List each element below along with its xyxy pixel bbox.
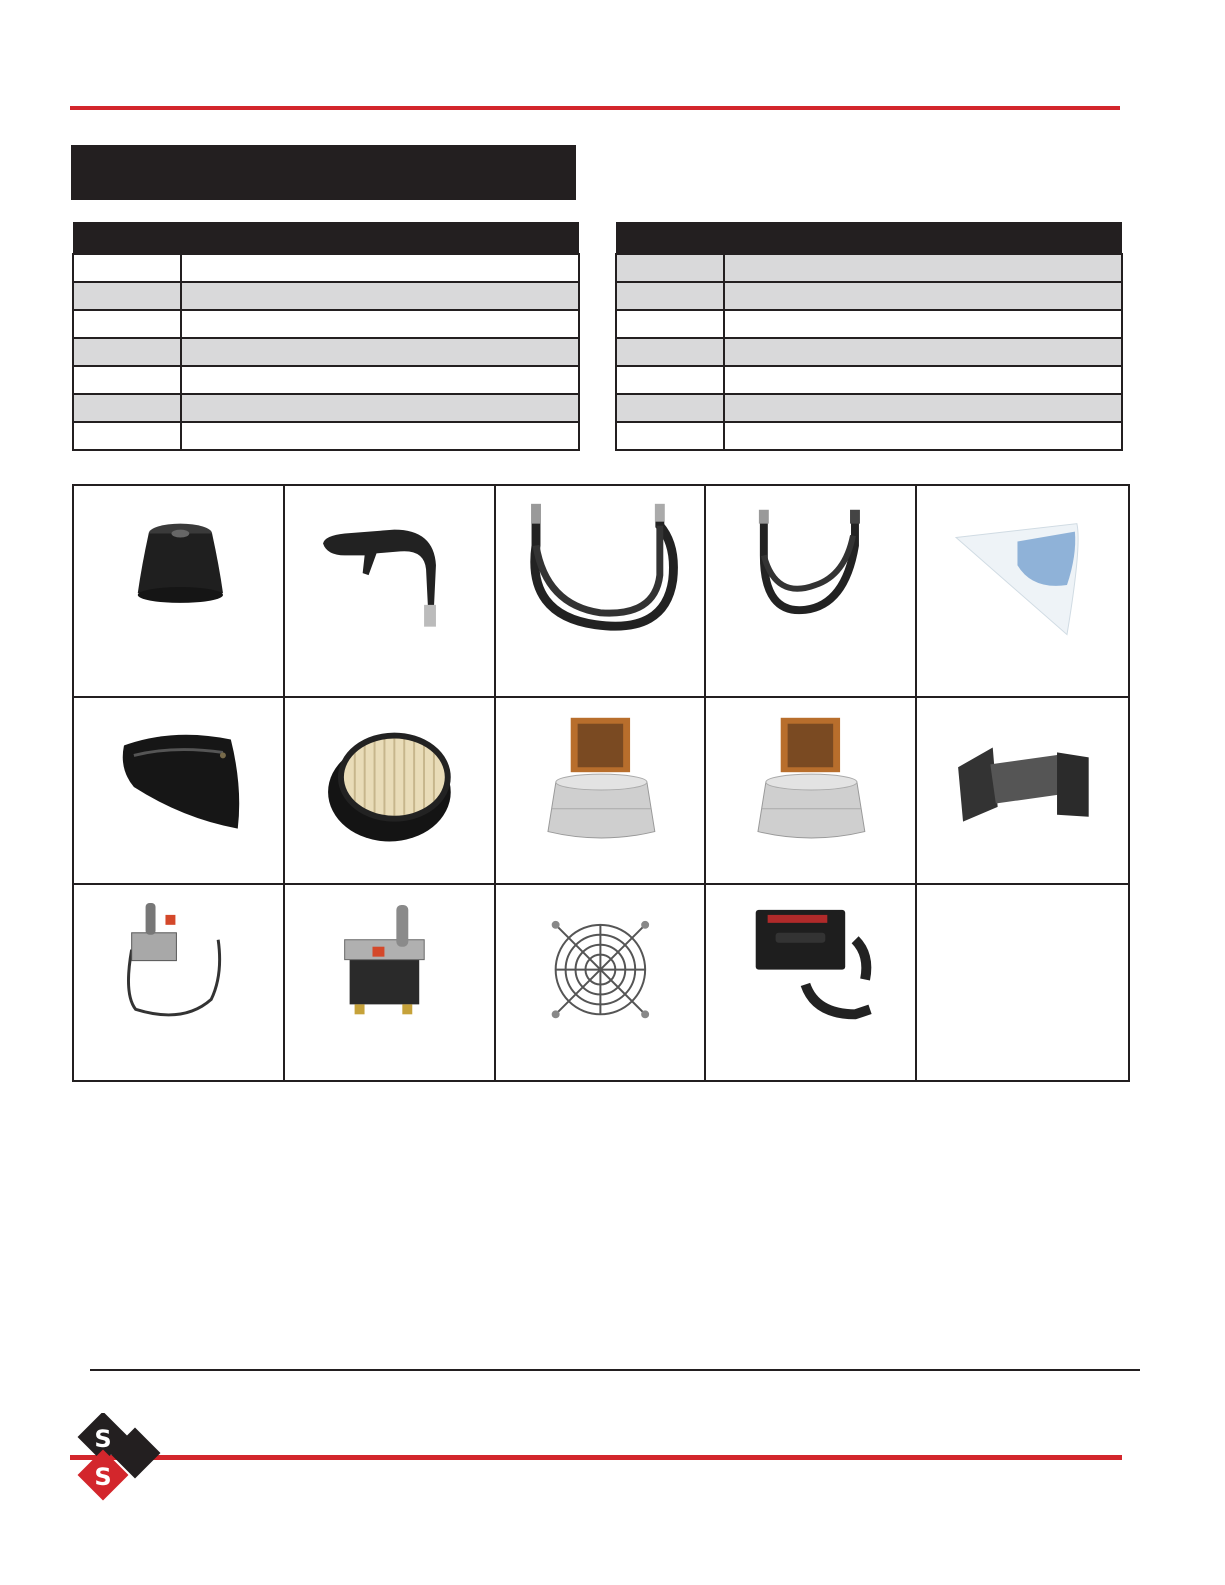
part-description-cell <box>724 422 1122 450</box>
parts-table-right <box>615 222 1123 451</box>
part-cell <box>285 486 496 698</box>
table-row <box>73 394 579 422</box>
table-row <box>73 310 579 338</box>
part-number-cell <box>73 310 181 338</box>
footer-red-rule <box>70 1455 1122 1460</box>
part-description-cell <box>724 254 1122 282</box>
part-cell <box>496 698 707 885</box>
table-row <box>73 282 579 310</box>
part-number-cell <box>616 366 724 394</box>
parts-table-left <box>72 222 580 451</box>
table-row <box>73 338 579 366</box>
header-cell <box>73 222 181 254</box>
part-number-cell <box>616 254 724 282</box>
footer-rule <box>90 1369 1140 1371</box>
table-row <box>616 366 1122 394</box>
table-row <box>616 394 1122 422</box>
nozzle-shroud-icon <box>74 698 283 883</box>
toggle-switch-icon <box>285 885 494 1080</box>
part-number-cell <box>616 338 724 366</box>
part-description-cell <box>181 394 579 422</box>
table-row <box>616 338 1122 366</box>
table-row <box>616 254 1122 282</box>
fan-guard-icon <box>496 885 705 1080</box>
part-number-cell <box>73 338 181 366</box>
table-row <box>73 422 579 450</box>
part-description-cell <box>724 394 1122 422</box>
part-cell-empty <box>917 885 1128 1080</box>
part-description-cell <box>181 338 579 366</box>
logo-letter: S <box>94 1425 112 1453</box>
air-filter-icon <box>285 698 494 883</box>
logo-letter: S <box>94 1463 112 1491</box>
part-number-cell <box>616 310 724 338</box>
table-row <box>616 422 1122 450</box>
part-number-cell <box>616 282 724 310</box>
part-description-cell <box>181 310 579 338</box>
part-description-cell <box>724 282 1122 310</box>
part-cell <box>917 698 1128 885</box>
hose-short-icon <box>706 486 915 696</box>
part-number-cell <box>616 394 724 422</box>
hose-connector-icon <box>917 698 1128 883</box>
section-title-bar <box>71 145 576 200</box>
company-logo <box>75 1413 167 1513</box>
part-cell <box>74 698 285 885</box>
table-row <box>73 366 579 394</box>
control-unit-icon <box>706 885 915 1080</box>
part-number-cell <box>73 366 181 394</box>
part-cell <box>706 885 917 1080</box>
part-description-cell <box>724 338 1122 366</box>
toggle-switch-wired-icon <box>74 885 283 1080</box>
part-cell <box>285 698 496 885</box>
part-description-cell <box>181 254 579 282</box>
table-row <box>616 310 1122 338</box>
part-number-cell <box>73 254 181 282</box>
part-cell <box>496 486 707 698</box>
table-header <box>616 222 1122 254</box>
table-header <box>73 222 579 254</box>
header-cell <box>181 222 579 254</box>
part-number-cell <box>73 282 181 310</box>
part-description-cell <box>181 422 579 450</box>
spray-nozzle-icon <box>285 486 494 696</box>
hose-long-icon <box>496 486 705 696</box>
plastic-funnel-icon <box>917 486 1128 696</box>
header-cell <box>724 222 1122 254</box>
knob-cap-icon <box>74 486 283 696</box>
part-cell <box>496 885 707 1080</box>
part-cell <box>917 486 1128 698</box>
part-description-cell <box>724 366 1122 394</box>
part-description-cell <box>724 310 1122 338</box>
part-cell <box>285 885 496 1080</box>
header-cell <box>616 222 724 254</box>
part-cell <box>706 486 917 698</box>
table-row <box>616 282 1122 310</box>
header-rule <box>70 106 1120 110</box>
vacuum-motor-icon <box>496 698 705 883</box>
part-cell <box>706 698 917 885</box>
part-cell <box>74 885 285 1080</box>
part-number-cell <box>616 422 724 450</box>
part-number-cell <box>73 422 181 450</box>
part-cell <box>74 486 285 698</box>
table-row <box>73 254 579 282</box>
part-description-cell <box>181 282 579 310</box>
part-number-cell <box>73 394 181 422</box>
parts-photo-grid <box>72 484 1130 1082</box>
vacuum-motor-icon <box>706 698 915 883</box>
part-description-cell <box>181 366 579 394</box>
